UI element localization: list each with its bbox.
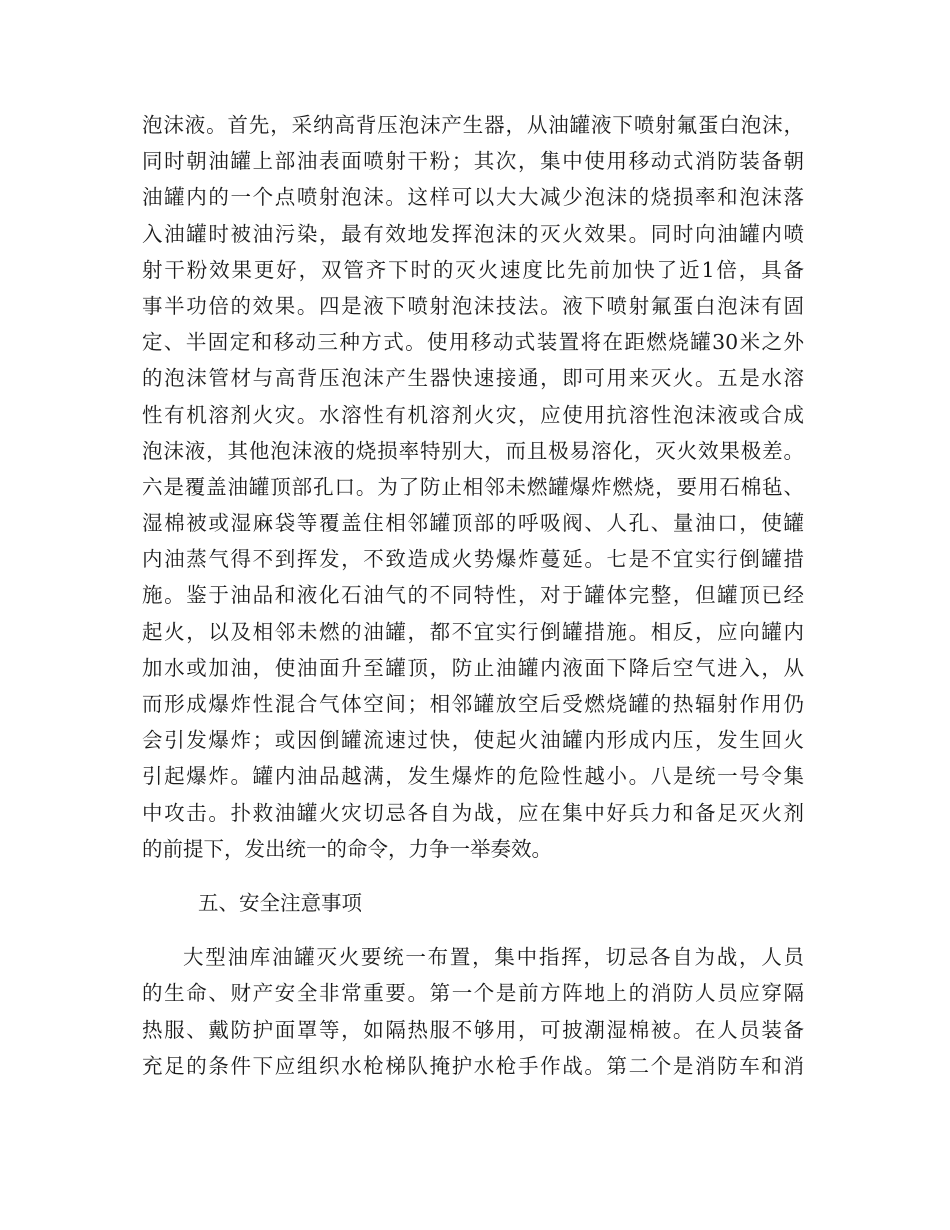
paragraph-line: 泡沫液，其他泡沫液的烧损率特别大，而且极易溶化，灭火效果极差。 — [142, 438, 804, 463]
paragraph-line: 充足的条件下应组织水枪梯队掩护水枪手作战。第二个是消防车和消 — [142, 1053, 804, 1078]
paragraph-line: 性有机溶剂火灾。水溶性有机溶剂火灾，应使用抗溶性泡沫液或合成 — [142, 402, 804, 427]
section-heading: 五、安全注意事项 — [198, 890, 362, 915]
paragraph-line: 引起爆炸。罐内油品越满，发生爆炸的危险性越小。八是统一号令集 — [142, 764, 804, 789]
paragraph-line: 定、半固定和移动三种方式。使用移动式装置将在距燃烧罐30米之外 — [142, 330, 804, 355]
paragraph-line: 加水或加油，使油面升至罐顶，防止油罐内液面下降后空气进入，从 — [142, 655, 804, 680]
paragraph-line: 事半功倍的效果。四是液下喷射泡沫技法。液下喷射氟蛋白泡沫有固 — [142, 293, 804, 318]
paragraph-line: 的泡沫管材与高背压泡沫产生器快速接通，即可用来灭火。五是水溶 — [142, 366, 804, 391]
paragraph-line: 大型油库油罐灭火要统一布置，集中指挥，切忌各自为战，人员 — [183, 945, 804, 970]
paragraph-line: 泡沫液。首先，采纳高背压泡沫产生器，从油罐液下喷射氟蛋白泡沫， — [142, 113, 804, 137]
paragraph-safety-notes — [142, 939, 804, 1084]
paragraph-line: 湿棉被或湿麻袋等覆盖住相邻罐顶部的呼吸阀、人孔、量油口，使罐 — [142, 511, 804, 536]
paragraph-line: 而形成爆炸性混合气体空间；相邻罐放空后受燃烧罐的热辐射作用仍 — [142, 692, 804, 716]
document-body — [142, 107, 804, 1084]
paragraph-firefighting-methods — [142, 107, 804, 867]
paragraph-line: 六是覆盖油罐顶部孔口。为了防止相邻未燃罐爆炸燃烧，要用石棉毡、 — [142, 474, 804, 499]
paragraph-line: 会引发爆炸；或因倒罐流速过快，使起火油罐内形成内压，发生回火 — [142, 728, 804, 753]
paragraph-line: 的生命、财产安全非常重要。第一个是前方阵地上的消防人员应穿隔 — [142, 981, 804, 1006]
paragraph-line: 施。鉴于油品和液化石油气的不同特性，对于罐体完整，但罐顶已经 — [142, 583, 804, 608]
paragraph-line: 中攻击。扑救油罐火灾切忌各自为战，应在集中好兵力和备足灭火剂 — [142, 800, 804, 825]
paragraph-line: 油罐内的一个点喷射泡沫。这样可以大大减少泡沫的烧损率和泡沫落 — [142, 185, 804, 210]
paragraph-line: 内油蒸气得不到挥发，不致造成火势爆炸蔓延。七是不宜实行倒罐措 — [142, 547, 804, 572]
paragraph-line: 入油罐时被油污染，最有效地发挥泡沫的灭火效果。同时向油罐内喷 — [142, 221, 804, 246]
paragraph-line: 射干粉效果更好，双管齐下时的灭火速度比先前加快了近1倍，具备 — [142, 257, 804, 282]
paragraph-line: 热服、戴防护面罩等，如隔热服不够用，可披潮湿棉被。在人员装备 — [142, 1017, 804, 1042]
paragraph-line: 起火，以及相邻未燃的油罐，都不宜实行倒罐措施。相反，应向罐内 — [142, 619, 804, 644]
paragraph-line: 同时朝油罐上部油表面喷射干粉；其次，集中使用移动式消防装备朝 — [142, 149, 804, 174]
paragraph-line: 的前提下，发出统一的命令，力争一举奏效。 — [142, 836, 552, 861]
